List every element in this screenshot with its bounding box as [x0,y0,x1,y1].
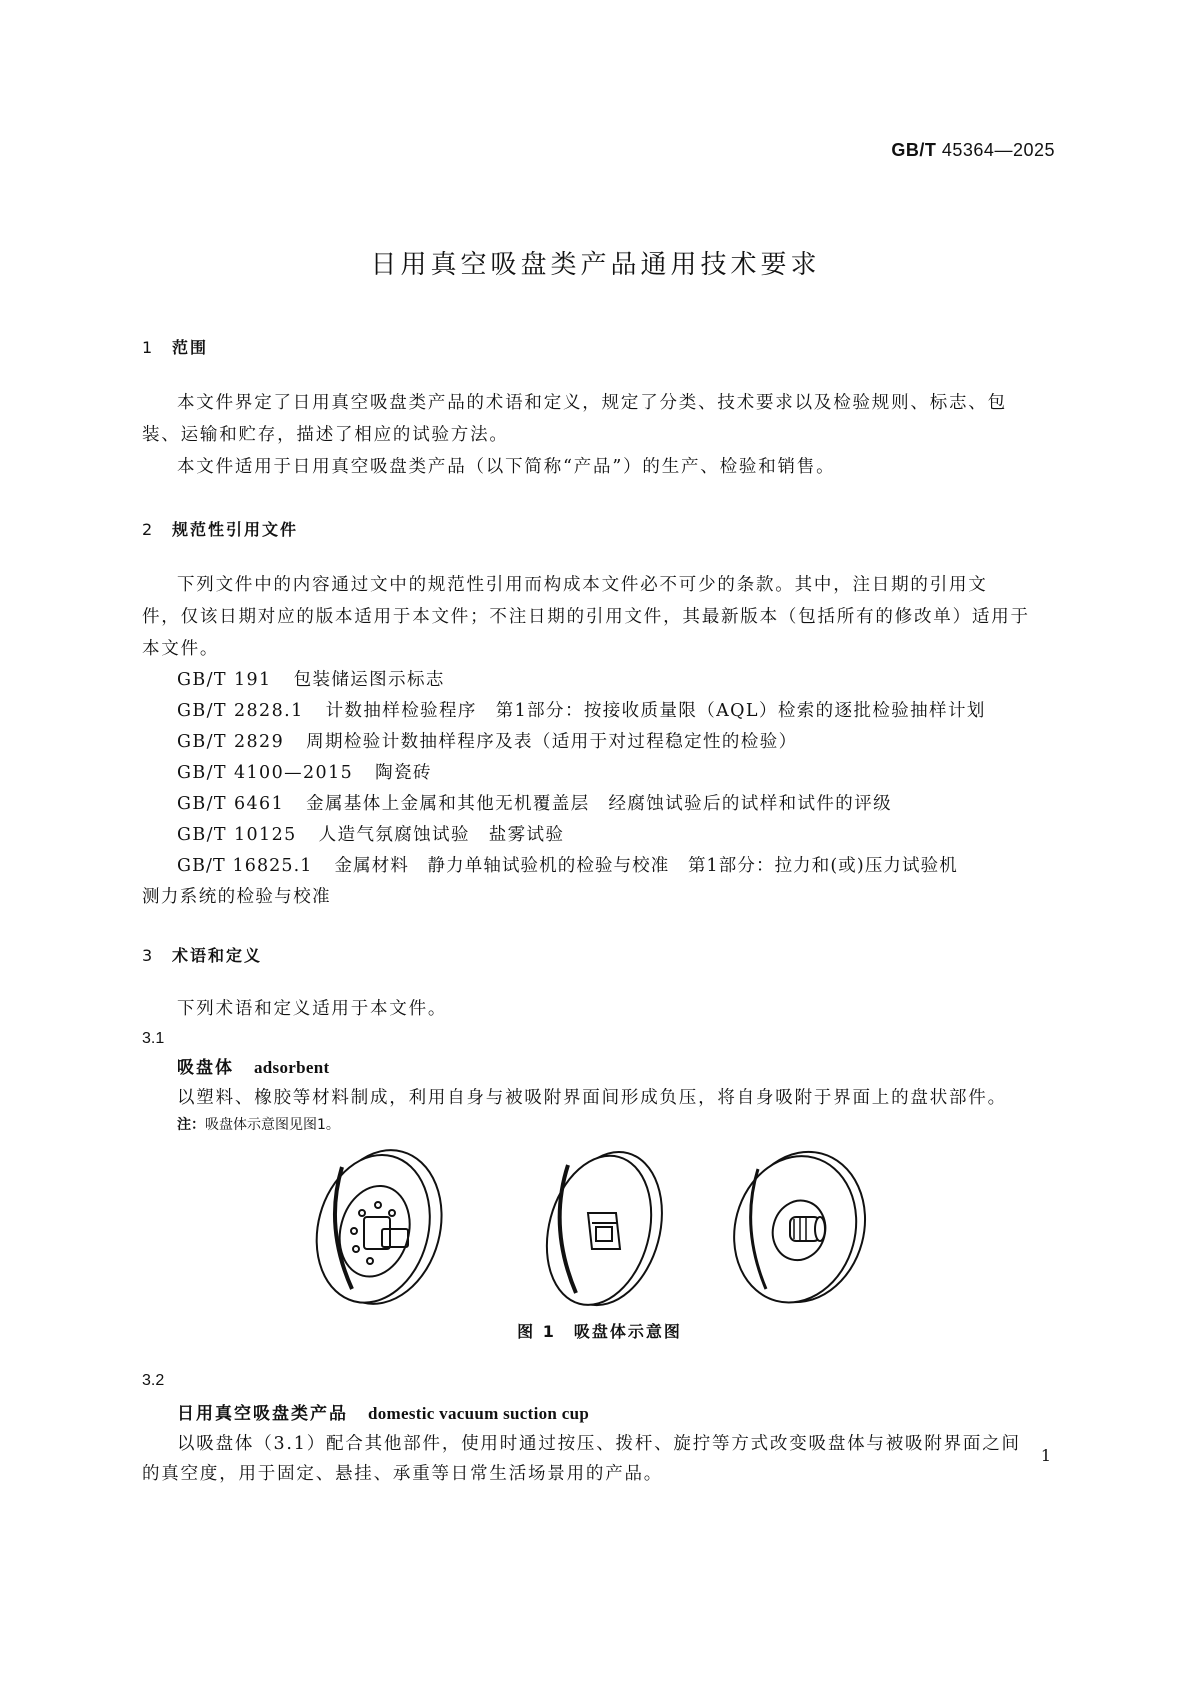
reference-code: GB/T 4100—2015 [177,763,354,783]
page-number: 1 [1040,1446,1051,1465]
suction-cup-1 [301,1137,459,1317]
reference-title: 包装储运图示标志 [293,670,445,690]
suction-cup-illustration [142,1137,1057,1317]
reference-item [142,727,1057,758]
scope-paragraph-1 [142,387,1057,451]
text-line: 以吸盘体（3.1）配合其他部件，使用时通过按压、拨杆、旋拧等方式改变吸盘体与被吸附界面之间 [177,1434,1021,1454]
section-number: 3 [142,946,153,965]
term-entry [142,1399,1057,1429]
term-definition [142,1429,1057,1489]
reference-item [142,851,1057,882]
term-definition: 以塑料、橡胶等材料制成，利用自身与被吸附界面间形成负压，将自身吸附于界面上的盘状部件。 [177,1088,1007,1108]
document-body [142,335,1057,1489]
reference-code: GB/T 191 [177,670,272,690]
clause-number: 3.2 [142,1372,165,1389]
section-3-heading [142,943,1057,969]
standard-code-number: 45364—2025 [941,140,1055,160]
reference-code: GB/T 2828.1 [177,701,304,721]
references-intro [142,569,1057,665]
reference-code: GB/T 6461 [177,794,285,814]
section-title: 术语和定义 [172,946,263,965]
reference-title: 金属基体上金属和其他无机覆盖层 经腐蚀试验后的试样和试件的评级 [306,794,893,814]
terms-intro: 下列术语和定义适用于本文件。 [177,999,448,1019]
note [142,1113,1057,1137]
text-line: 的真空度，用于固定、悬挂、承重等日常生活场景用的产品。 [142,1464,664,1484]
reference-item [142,820,1057,851]
section-1-heading [142,335,1057,361]
term-english: domestic vacuum suction cup [368,1404,590,1423]
text-line: 下列文件中的内容通过文中的规范性引用而构成本文件必不可少的条款。其中，注日期的引用文 [177,575,988,595]
section-title: 规范性引用文件 [172,520,299,539]
reference-item [142,665,1057,696]
scope-paragraph-2: 本文件适用于日用真空吸盘类产品（以下简称“产品”）的生产、检验和销售。 [177,457,836,477]
document-title: 日用真空吸盘类产品通用技术要求 [370,250,821,280]
reference-title: 周期检验计数抽样程序及表（适用于对过程稳定性的检验） [306,732,798,752]
text-line: 装、运输和贮存，描述了相应的试验方法。 [142,425,509,445]
reference-title: 计数抽样检验程序 第1部分：按接收质量限（AQL）检索的逐批检验抽样计划 [325,701,986,721]
note-label: 注： [177,1117,205,1133]
reference-item [142,758,1057,789]
reference-code: GB/T 10125 [177,825,297,845]
reference-code: GB/T 2829 [177,732,285,752]
reference-code: GB/T 16825.1 [177,856,313,876]
reference-title: 陶瓷砖 [375,763,432,783]
suction-cup-2 [531,1140,678,1317]
suction-cup-figure [142,1137,1057,1317]
section-number: 1 [142,338,153,357]
note-text: 吸盘体示意图见图1。 [205,1117,340,1133]
reference-item [142,696,1057,727]
suction-cup-3 [718,1138,881,1317]
reference-title: 人造气氛腐蚀试验 盐雾试验 [318,825,565,845]
reference-title: 金属材料 静力单轴试验机的检验与校准 第1部分：拉力和(或)压力试验机 [334,856,958,876]
text-line: 本文件。 [142,639,220,659]
term-english: adsorbent [254,1058,330,1077]
term-entry [142,1053,1057,1083]
standard-code-prefix: GB/T [891,140,937,160]
clause-number: 3.1 [142,1030,165,1047]
figure-caption: 图 1 吸盘体示意图 [517,1322,682,1341]
section-2-heading [142,517,1057,543]
text-line: 件，仅该日期对应的版本适用于本文件；不注日期的引用文件，其最新版本（包括所有的修改单）适用于 [142,607,1030,627]
term-chinese: 吸盘体 [177,1058,234,1078]
text-line: 本文件界定了日用真空吸盘类产品的术语和定义，规定了分类、技术要求以及检验规则、标志、包 [177,393,1007,413]
reference-item [142,789,1057,820]
section-number: 2 [142,520,153,539]
section-title: 范围 [172,338,209,357]
reference-item-continuation: 测力系统的检验与校准 [142,887,331,907]
standard-code [891,140,1055,161]
term-chinese: 日用真空吸盘类产品 [177,1404,348,1424]
